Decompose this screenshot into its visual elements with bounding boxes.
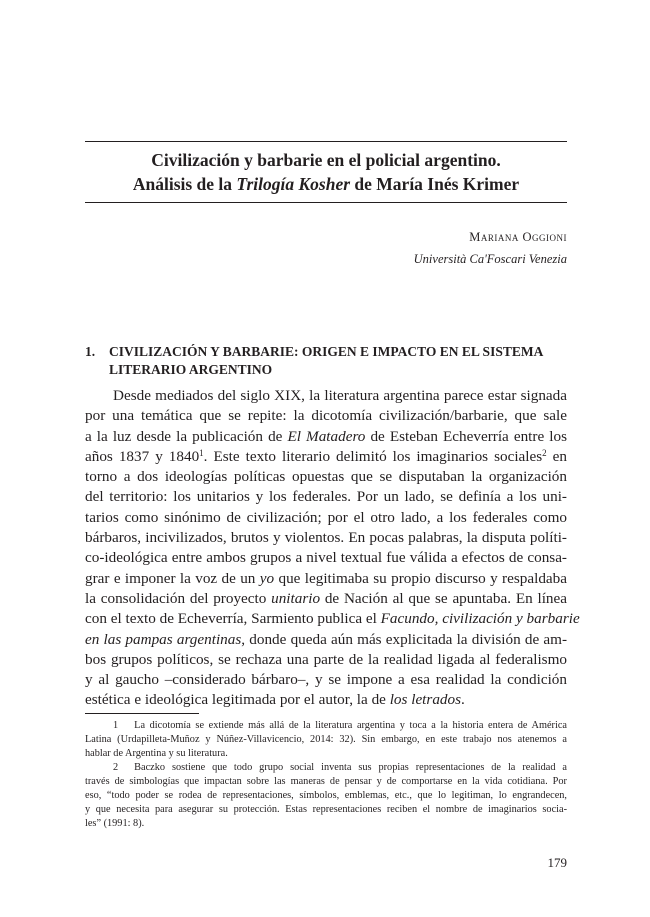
body-text: de Esteban Echeverría entre los bbox=[365, 427, 567, 445]
body-line bbox=[85, 690, 567, 710]
title-bottom-rule bbox=[85, 202, 567, 203]
body-italic: unitario bbox=[271, 589, 321, 607]
body-text: grar e imponer la voz de un bbox=[85, 569, 260, 587]
footnote-line: eso, “todo poder se rodea de representaciones, símbolos, emblemas, etc., que lo legitiman, lo engrandecen, bbox=[85, 790, 567, 801]
footnote-ref-1[interactable]: 1 bbox=[199, 447, 204, 458]
footnote-2 bbox=[85, 761, 567, 831]
top-rule bbox=[85, 141, 567, 142]
footnote-line: les” (1991: 8). bbox=[85, 818, 145, 829]
body-paragraph bbox=[85, 386, 580, 711]
page-number: 179 bbox=[547, 855, 567, 870]
body-text: , donde queda aún más explicitada la división de am- bbox=[241, 630, 568, 648]
section-title: CIVILIZACIÓN Y BARBARIE: ORIGEN E IMPACTO EN EL SISTEMA LITERARIO ARGENTINO bbox=[109, 344, 543, 377]
body-text: que legitimaba su propio discurso y respaldaba bbox=[274, 569, 567, 587]
body-text: estética e ideológica legitimada por el autor, la de bbox=[85, 691, 390, 709]
title-line-1: Civilización y barbarie en el policial argentino. bbox=[151, 150, 501, 170]
author-name: Mariana Oggioni bbox=[469, 230, 567, 244]
body-line: torno a dos ideologías políticas opuestas que se disputaban la organización bbox=[85, 468, 567, 486]
body-line bbox=[85, 447, 567, 467]
body-line: tarios como sinónimo de civilización; por el otro lado, a los federales como bbox=[85, 508, 567, 526]
footnote-ref-2[interactable]: 2 bbox=[542, 447, 547, 458]
body-text: a la luz desde la publicación de bbox=[85, 427, 288, 445]
article-title bbox=[85, 148, 567, 196]
body-line: co-ideológica entre ambos grupos a nivel textual fue válida a efectos de consa- bbox=[85, 549, 567, 567]
title-italic-text: Trilogía Kosher bbox=[236, 174, 351, 194]
footnote-line: través de simbologías que impactan sobre las maneras de pensar y de comportarse en la vida cotidiana. Por bbox=[85, 776, 567, 787]
footnote-line: hablar de Argentina y su literatura. bbox=[85, 748, 228, 759]
body-line bbox=[85, 609, 580, 629]
body-text: la consolidación del proyecto bbox=[85, 589, 272, 607]
section-heading bbox=[85, 343, 567, 379]
body-line: por una temática que se repite: la dicotomía civilización/barbarie, que sale bbox=[85, 407, 567, 425]
title-text: Análisis de la bbox=[132, 174, 237, 194]
body-text: de Nación al que se apuntaba. En línea bbox=[320, 589, 567, 607]
footnote-line: Latina (Urdapilleta-Muñoz y Núñez-Villavicencio, 2014: 32). Sin embargo, en este trabajo nos atenemos a bbox=[85, 734, 567, 745]
footnote-1 bbox=[85, 719, 567, 761]
footnote-line bbox=[85, 719, 567, 733]
body-line bbox=[85, 630, 567, 650]
body-italic: yo bbox=[259, 569, 275, 587]
body-text: con el texto de Echeverría, Sarmiento publica el bbox=[85, 610, 381, 628]
author-affiliation: Università Ca'Foscari Venezia bbox=[413, 252, 567, 266]
body-line: y al gaucho –considerado bárbaro–, y se impone a esa realidad la condición bbox=[85, 671, 567, 689]
body-line bbox=[85, 589, 567, 609]
body-line: Desde mediados del siglo XIX, la literatura argentina parece estar signada bbox=[113, 387, 567, 404]
body-line: del territorio: los unitarios y los federales. Por un lado, se definía a los uni- bbox=[85, 488, 567, 506]
footnote-line: y que necesita para asegurar su protección. Estas representaciones reciben el nombre de imaginarios socia- bbox=[85, 804, 567, 815]
body-line: bárbaros, incivilizados, brutos y violentos. En pocas palabras, la disputa políti- bbox=[85, 529, 567, 547]
footnote-number: 1 bbox=[113, 720, 119, 731]
body-line: bos grupos políticos, se rechaza una parte de la realidad ligada al federalismo bbox=[85, 650, 567, 668]
body-line bbox=[85, 427, 567, 447]
footnote-text: La dicotomía se extiende más allá de la literatura argentina y toca a la historia entera de América bbox=[134, 720, 567, 731]
section-number: 1. bbox=[85, 344, 96, 359]
title-line-2 bbox=[85, 172, 567, 196]
body-text: años 1837 y 1840 bbox=[85, 447, 200, 465]
footnote-separator bbox=[85, 713, 199, 714]
body-italic: Facundo, civilización y barbarie bbox=[380, 610, 580, 628]
body-italic: en las pampas argentinas bbox=[85, 630, 242, 648]
footnote-line bbox=[85, 761, 567, 775]
body-text: en bbox=[546, 447, 567, 465]
footnote-text: Baczko sostiene que todo grupo social inventa sus propias representaciones de la realidad a bbox=[134, 762, 567, 773]
title-text: de María Inés Krimer bbox=[350, 174, 520, 194]
body-line bbox=[85, 569, 567, 589]
body-italic: los letrados bbox=[389, 691, 462, 709]
footnote-number: 2 bbox=[113, 762, 119, 773]
body-text: . Este texto literario delimitó los imaginarios sociales bbox=[203, 447, 543, 465]
body-text: . bbox=[461, 691, 465, 709]
body-italic: El Matadero bbox=[287, 427, 366, 445]
